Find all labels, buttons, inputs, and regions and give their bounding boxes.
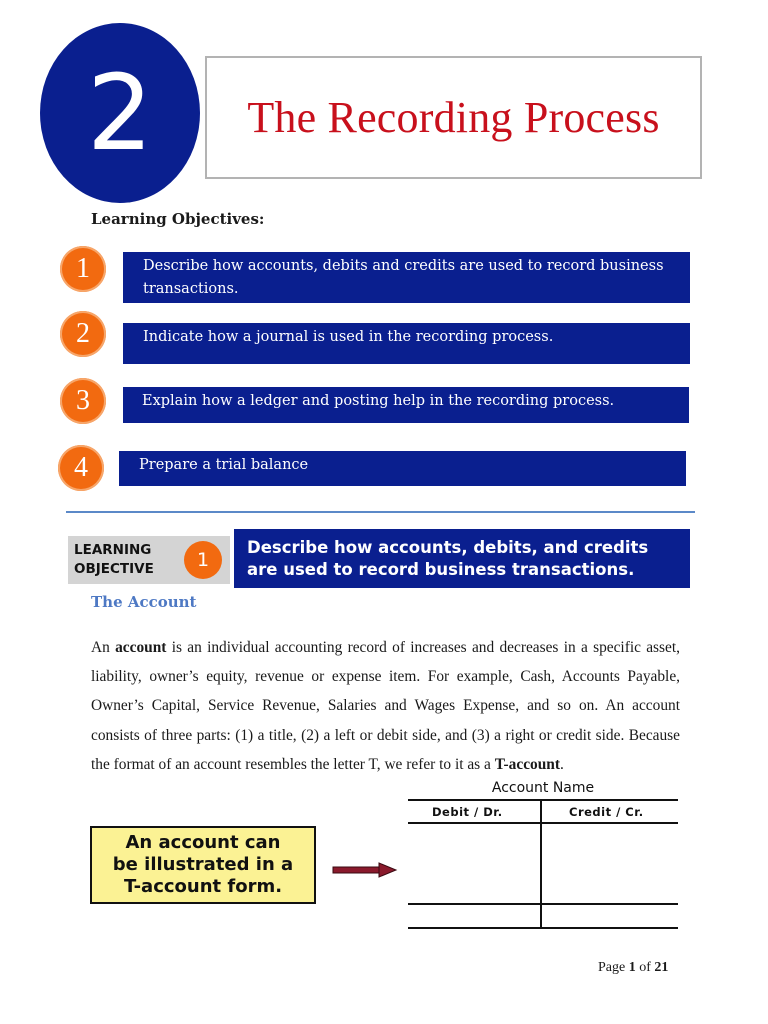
learning-objective-number-text: 1 [196, 549, 210, 571]
objective-number-4 [58, 445, 104, 491]
t-account-bottom-line [408, 927, 678, 929]
objective-bar-2 [123, 323, 690, 364]
page-of: of [635, 960, 655, 975]
learning-objective-banner: Describe how accounts, debits, and credits are used to record business transactions. [234, 529, 690, 588]
arrow-right-icon [332, 861, 398, 881]
term-t-account: T-account [494, 755, 560, 773]
t-account-total-line [408, 903, 678, 905]
t-account-name: Account Name [491, 780, 595, 796]
objective-bar-1 [123, 252, 690, 303]
account-paragraph [91, 633, 680, 779]
t-account-top-line [408, 799, 678, 801]
para-text: An [91, 639, 116, 656]
objective-number-text: 4 [74, 452, 88, 483]
page-total: 21 [654, 960, 669, 975]
learning-objective-number [184, 541, 222, 579]
section-title: The Account [91, 593, 197, 611]
chapter-title: The Recording Process [247, 93, 660, 142]
section-divider [66, 511, 695, 513]
tag-line-1: LEARNING [74, 542, 152, 558]
chapter-title-box [205, 56, 702, 179]
t-account-debit-label: Debit / Dr. [432, 805, 503, 819]
t-account-header-line [408, 822, 678, 824]
page-current: 1 [628, 960, 636, 975]
objective-text: Describe how accounts, debits and credits are used to record business transactions. [143, 258, 664, 297]
objective-text: Prepare a trial balance [139, 457, 309, 473]
objective-bar-3 [123, 387, 689, 423]
tag-line-2: OBJECTIVE [74, 561, 154, 577]
para-text: . [559, 755, 564, 773]
objective-text: Indicate how a journal is used in the recording process. [143, 329, 554, 345]
objective-number-1 [60, 246, 106, 292]
objective-number-text: 2 [76, 318, 90, 349]
para-text: is an individual accounting record of increases and decreases in a specific asset, liability, owner’s equity, revenue or expense item. For example, Cash, Accounts Payable, Owner’s Capital, Service Revenue, Salaries and Wages Expense, and so on. An account consists of three parts: (1) a title, (2) a left or debit side, and (3) a right or credit side. Because the format of an account resembles the letter T, we refer to it as a [91, 639, 680, 773]
t-account-divider [540, 799, 542, 929]
chapter-number: 2 [86, 52, 154, 174]
callout-line-3: T-account form. [123, 876, 283, 897]
term-account: account [115, 639, 167, 656]
objective-number-2 [60, 311, 106, 357]
objective-number-3 [60, 378, 106, 424]
objective-text: Explain how a ledger and posting help in the recording process. [142, 393, 615, 409]
objectives-heading: Learning Objectives: [91, 210, 265, 228]
page-number [598, 960, 668, 976]
objective-number-text: 1 [76, 253, 90, 284]
objective-number-text: 3 [76, 385, 90, 416]
callout-line-2: be illustrated in a [112, 854, 294, 875]
chapter-number-badge [40, 23, 200, 203]
callout-line-1: An account can [125, 832, 281, 853]
t-account-callout [90, 826, 316, 904]
page-prefix: Page [598, 960, 629, 975]
t-account-credit-label: Credit / Cr. [569, 805, 644, 819]
objective-bar-4 [119, 451, 686, 486]
